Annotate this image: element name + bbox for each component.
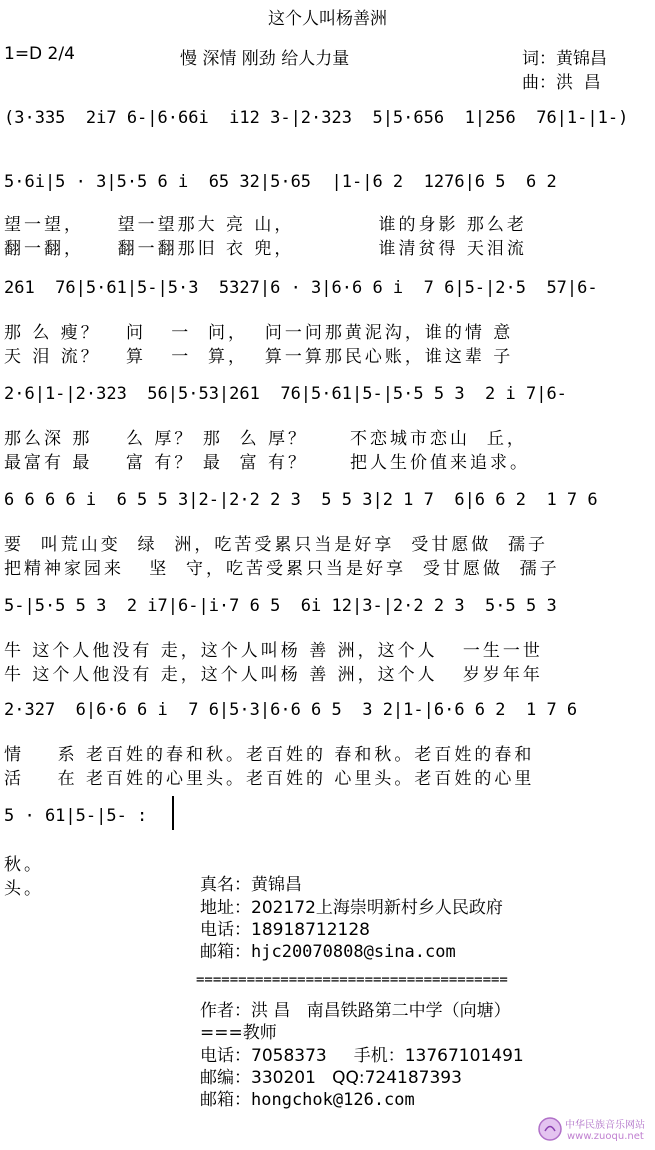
site-watermark xyxy=(535,1112,653,1146)
score-line-3-lyric-2: 天 泪 流？ 算 一 算， 算一算那民心账，谁这辈 子 xyxy=(4,347,514,367)
author-role: ===教师 xyxy=(200,1023,277,1043)
score-line-4-notes: 2·6|1-|2·323 56|5·53|261 76|5·61|5-|5·5 5 3 2 i 7|6- xyxy=(4,384,567,404)
score-line-5-notes: 6 6 6 6 i 6 5 5 3|2-|2·2 2 3 5 5 3|2 1 7 6|6 6 2 1 7 6 xyxy=(4,490,598,510)
separator-line: ===================================== xyxy=(196,972,508,988)
contact-name: 真名：黄锦昌 xyxy=(200,875,302,895)
page-title: 这个人叫杨善洲 xyxy=(268,9,387,29)
author-credit: 作者：洪 昌 南昌铁路第二中学（向塘） xyxy=(200,1001,511,1021)
score-line-3-lyric-1: 那 么 瘦？ 问 一 问， 问一问那黄泥沟，谁的情 意 xyxy=(4,323,514,343)
score-line-5-lyric-2: 把精神家园来 坚 守，吃苦受累只当是好享 受甘愿做 孺子 xyxy=(4,559,560,579)
score-line-2-lyric-1: 望一望， 望一望那大 亮 山， 谁的身影 那么老 xyxy=(4,215,527,235)
final-barline xyxy=(172,796,174,830)
author-postcode-qq: 邮编：330201 QQ:724187393 xyxy=(200,1068,462,1088)
score-line-7-lyric-2: 活 在 老百姓的心里头。老百姓的 心里头。老百姓的心里 xyxy=(4,769,535,789)
score-line-4-lyric-2: 最富有 最 富 有？ 最 富 有？ 把人生价值来追求。 xyxy=(4,453,531,473)
watermark-title: 中华民族音乐网站 xyxy=(565,1120,645,1131)
watermark-url: www.zuoqu.net xyxy=(567,1131,644,1142)
key-signature: 1=D 2/4 xyxy=(4,44,75,64)
score-line-2-notes: 5·6i|5 · 3|5·5 6 i 65 32|5·65 |1-|6 2 1276|6 5 6 2 xyxy=(4,172,557,192)
watermark-logo-icon xyxy=(537,1116,563,1142)
author-phone: 电话：7058373 手机：13767101491 xyxy=(200,1046,524,1066)
tempo-marking: 慢 深情 刚劲 给人力量 xyxy=(180,49,350,69)
author-email: 邮箱：hongchok@126.com xyxy=(200,1090,415,1110)
score-line-6-lyric-1: 牛 这个人他没有 走，这个人叫杨 善 洲，这个人 一生一世 xyxy=(4,641,543,661)
score-line-5-lyric-1: 要 叫荒山变 绿 洲，吃苦受累只当是好享 受甘愿做 孺子 xyxy=(4,535,549,555)
score-line-1-notes: (3·335 2i7 6-|6·66i i12 3-|2·323 5|5·656 1|256 76|1-|1-) xyxy=(4,108,629,128)
score-line-2-lyric-2: 翻一翻， 翻一翻那旧 衣 兜， 谁清贫得 天泪流 xyxy=(4,239,527,259)
contact-email: 邮箱：hjc20070808@sina.com xyxy=(200,942,456,962)
score-line-6-notes: 5-|5·5 5 3 2 i7|6-|i·7 6 5 6i 12|3-|2·2 2 3 5·5 5 3 xyxy=(4,596,557,616)
score-line-7-lyric-1: 情 系 老百姓的春和秋。老百姓的 春和秋。老百姓的春和 xyxy=(4,745,535,765)
lyricist-credit: 词：黄锦昌 xyxy=(522,49,607,69)
contact-address: 地址：202172上海崇明新村乡人民政府 xyxy=(200,898,503,918)
score-line-6-lyric-2: 牛 这个人他没有 走，这个人叫杨 善 洲，这个人 岁岁年年 xyxy=(4,665,543,685)
score-line-4-lyric-1: 那么深 那 么 厚？ 那 么 厚？ 不恋城市恋山 丘， xyxy=(4,429,527,449)
score-line-3-notes: 261 76|5·61|5-|5·3 5327|6 · 3|6·6 6 i 7 6|5-|2·5 57|6- xyxy=(4,278,598,298)
score-line-8-lyric-2: 头。 xyxy=(4,879,44,899)
score-line-8-notes: 5 · 61|5-|5- : xyxy=(4,806,148,826)
contact-phone: 电话：18918712128 xyxy=(200,920,370,940)
composer-credit: 曲：洪 昌 xyxy=(522,73,601,93)
score-line-7-notes: 2·327 6|6·6 6 i 7 6|5·3|6·6 6 5 3 2|1-|6·6 6 2 1 7 6 xyxy=(4,700,578,720)
score-line-8-lyric-1: 秋。 xyxy=(4,855,44,875)
